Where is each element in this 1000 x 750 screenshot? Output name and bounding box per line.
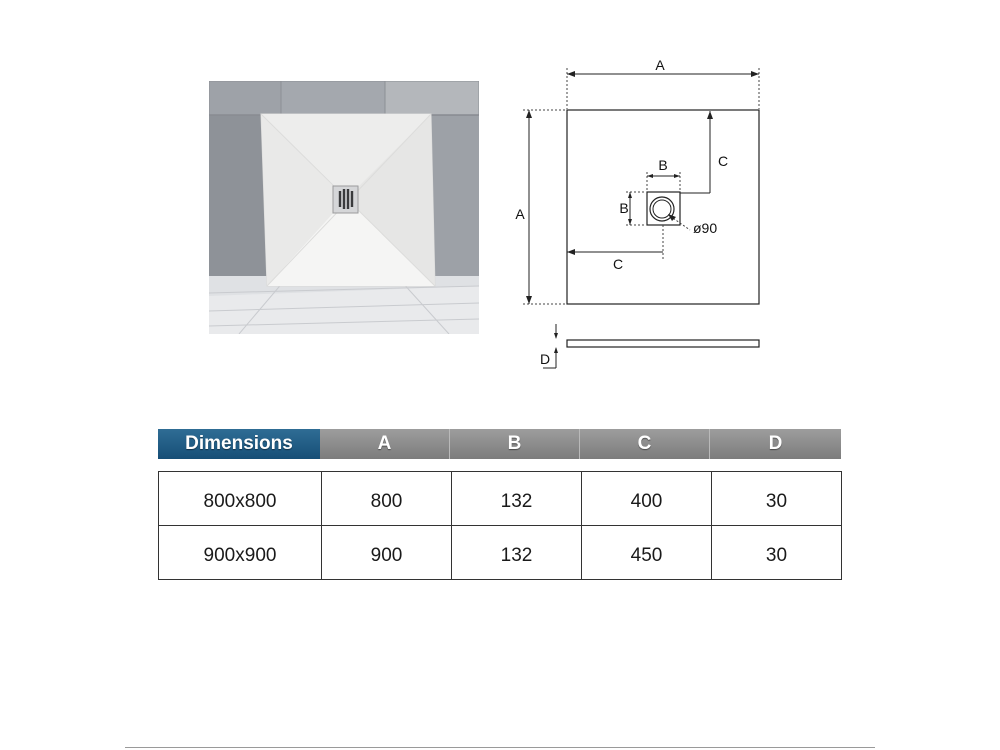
table-cell-d: 30: [712, 472, 842, 526]
product-photo: [209, 81, 479, 334]
header-d: D: [710, 429, 841, 459]
table-cell-c: 450: [582, 526, 712, 580]
dim-label-drain-diameter: ø90: [693, 220, 718, 236]
dim-label-b-side: B: [619, 200, 629, 216]
table-cell-c: 400: [582, 472, 712, 526]
header-a: A: [320, 429, 450, 459]
dim-label-d: D: [539, 351, 551, 367]
table-cell-size: 800x800: [159, 472, 322, 526]
table-cell-a: 900: [322, 526, 452, 580]
table-cell-size: 900x900: [159, 526, 322, 580]
dim-label-c-top: C: [718, 153, 729, 169]
table-row: [159, 472, 842, 526]
header-b: B: [450, 429, 580, 459]
bottom-divider: [125, 747, 875, 748]
dim-label-a-side: A: [515, 206, 525, 222]
dim-label-b-top: B: [658, 157, 668, 173]
dim-label-a-top: A: [655, 57, 665, 73]
table-cell-a: 800: [322, 472, 452, 526]
dim-label-c-bottom: C: [612, 256, 624, 272]
table-row: [159, 526, 842, 580]
dimensions-header: [158, 429, 841, 459]
table-cell-b: 132: [452, 472, 582, 526]
table-cell-b: 132: [452, 526, 582, 580]
header-dimensions: Dimensions: [158, 429, 320, 459]
technical-drawing: [500, 50, 800, 380]
table-cell-d: 30: [712, 526, 842, 580]
header-c: C: [580, 429, 710, 459]
dimensions-table: [158, 471, 842, 580]
tray-profile: [567, 340, 759, 347]
